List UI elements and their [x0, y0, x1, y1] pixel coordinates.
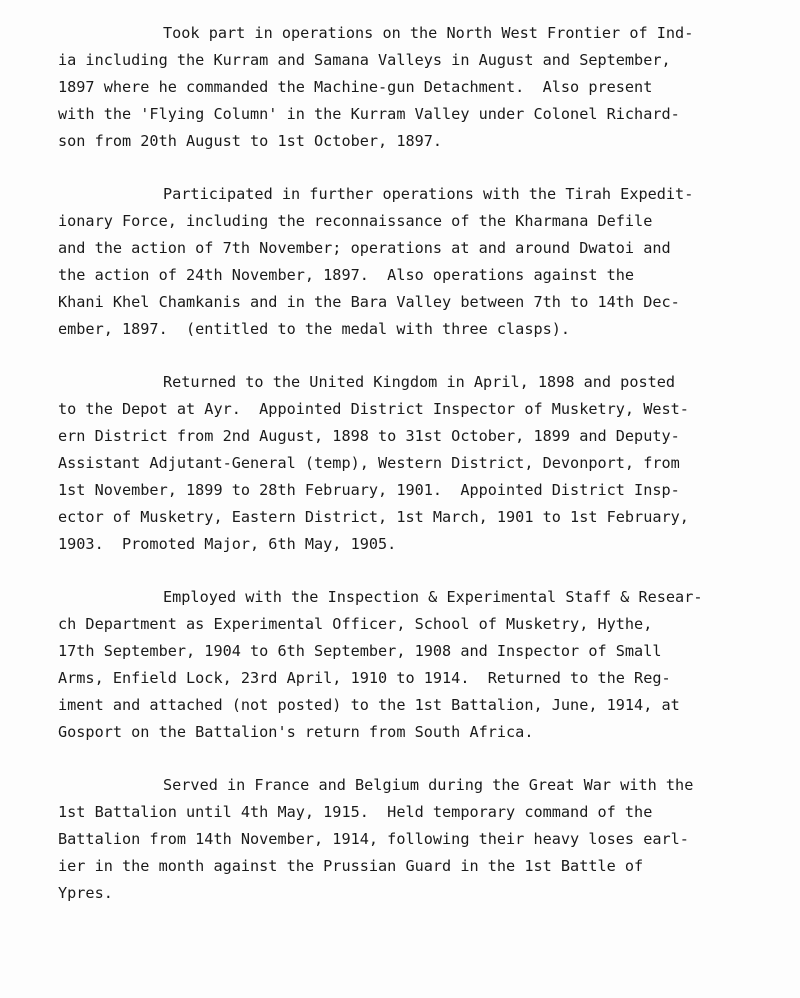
text-line: and the action of 7th November; operations at and around Dwatoi and — [58, 239, 671, 257]
text-line: Employed with the Inspection & Experimental Staff & Resear- — [163, 588, 703, 606]
text-line: ia including the Kurram and Samana Valleys in August and September, — [58, 51, 671, 69]
text-line: iment and attached (not posted) to the 1st Battalion, June, 1914, at — [58, 696, 680, 714]
paragraph-inspection-staff — [58, 584, 798, 746]
text-line: ern District from 2nd August, 1898 to 31st October, 1899 and Deputy- — [58, 427, 680, 445]
text-line: 1903. Promoted Major, 6th May, 1905. — [58, 535, 397, 553]
text-line: Returned to the United Kingdom in April, 1898 and posted — [163, 373, 676, 391]
paragraph-great-war — [58, 772, 798, 907]
text-line: Ypres. — [58, 884, 113, 902]
text-line: to the Depot at Ayr. Appointed District Inspector of Musketry, West- — [58, 400, 689, 418]
text-line: ember, 1897. (entitled to the medal with three clasps). — [58, 320, 571, 338]
text-line: 1st Battalion until 4th May, 1915. Held temporary command of the — [58, 803, 653, 821]
text-line: son from 20th August to 1st October, 1897. — [58, 132, 443, 150]
text-line: ionary Force, including the reconnaissance of the Kharmana Defile — [58, 212, 653, 230]
text-line: ier in the month against the Prussian Guard in the 1st Battle of — [58, 857, 644, 875]
text-line: Served in France and Belgium during the Great War with the — [163, 776, 694, 794]
text-line: ch Department as Experimental Officer, School of Musketry, Hythe, — [58, 615, 653, 633]
text-line: ector of Musketry, Eastern District, 1st March, 1901 to 1st February, — [58, 508, 689, 526]
text-line: 17th September, 1904 to 6th September, 1908 and Inspector of Small — [58, 642, 662, 660]
text-line: Khani Khel Chamkanis and in the Bara Valley between 7th to 14th Dec- — [58, 293, 680, 311]
text-line: the action of 24th November, 1897. Also operations against the — [58, 266, 635, 284]
paragraph-north-west-frontier — [58, 20, 798, 155]
text-line: 1897 where he commanded the Machine-gun Detachment. Also present — [58, 78, 653, 96]
paragraph-return-uk — [58, 369, 798, 558]
text-line: Assistant Adjutant-General (temp), Western District, Devonport, from — [58, 454, 680, 472]
text-line: Gosport on the Battalion's return from South Africa. — [58, 723, 534, 741]
paragraph-tirah-expedition — [58, 181, 798, 343]
text-line: Arms, Enfield Lock, 23rd April, 1910 to 1914. Returned to the Reg- — [58, 669, 671, 687]
text-line: Took part in operations on the North West Frontier of Ind- — [163, 24, 694, 42]
text-line: with the 'Flying Column' in the Kurram Valley under Colonel Richard- — [58, 105, 680, 123]
text-line: 1st November, 1899 to 28th February, 1901. Appointed District Insp- — [58, 481, 680, 499]
text-line: Battalion from 14th November, 1914, following their heavy loses earl- — [58, 830, 689, 848]
text-line: Participated in further operations with the Tirah Expedit- — [163, 185, 694, 203]
